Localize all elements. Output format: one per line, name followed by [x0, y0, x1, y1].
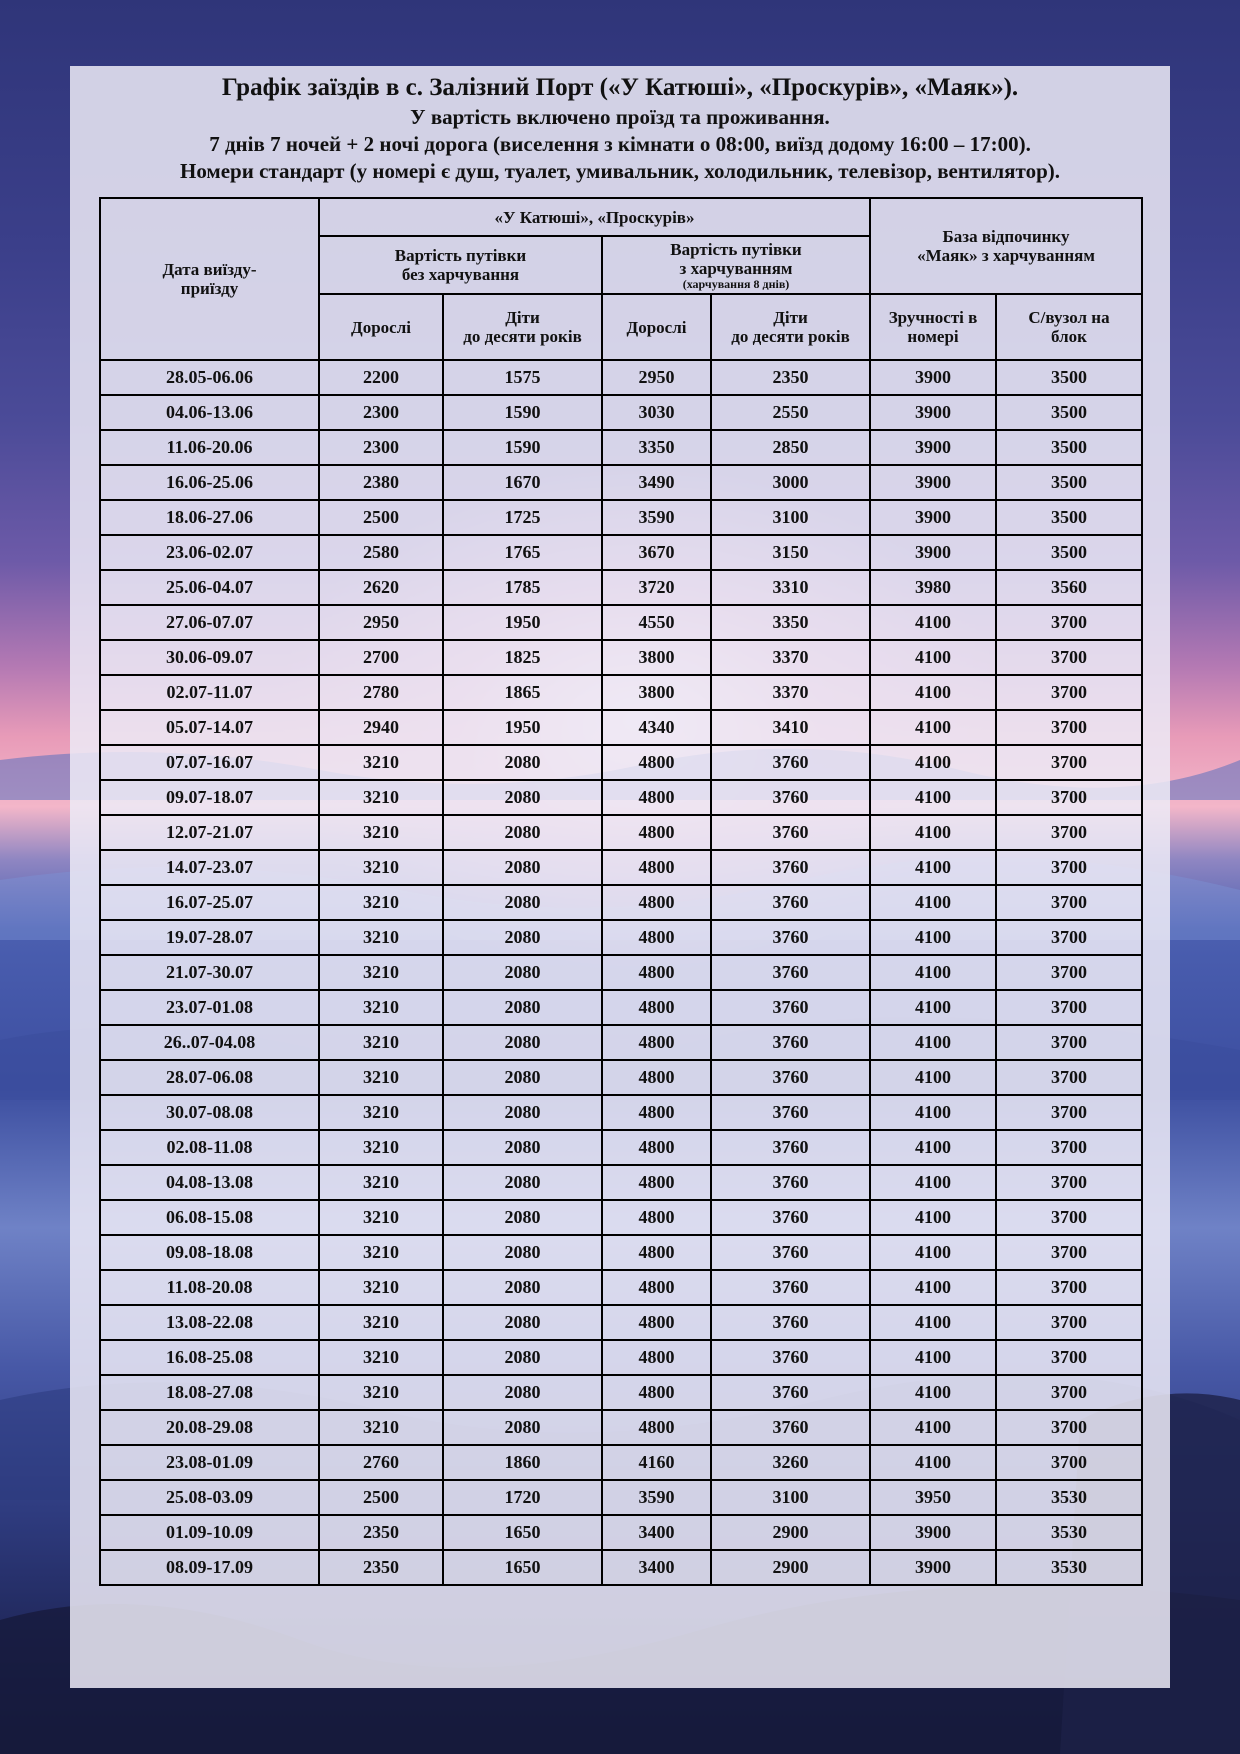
cell-children-with-food: 3760 [711, 1305, 870, 1340]
cell-children-with-food: 3760 [711, 1025, 870, 1060]
cell-dates: 04.06-13.06 [100, 395, 319, 430]
table-row [100, 535, 1142, 570]
cell-mayak-shared-block: 3700 [996, 955, 1142, 990]
cell-children-no-food: 1950 [443, 605, 602, 640]
cell-adults-with-food: 4800 [602, 1025, 711, 1060]
cell-children-with-food: 3150 [711, 535, 870, 570]
cell-mayak-shared-block: 3700 [996, 1445, 1142, 1480]
cell-adults-no-food: 3210 [319, 1025, 443, 1060]
cell-dates: 21.07-30.07 [100, 955, 319, 990]
cell-mayak-shared-block: 3500 [996, 500, 1142, 535]
cell-adults-with-food: 4800 [602, 1235, 711, 1270]
cell-mayak-shared-block: 3500 [996, 430, 1142, 465]
cell-children-with-food: 3370 [711, 640, 870, 675]
cell-children-no-food: 2080 [443, 1130, 602, 1165]
table-row [100, 1340, 1142, 1375]
cell-adults-no-food: 3210 [319, 1340, 443, 1375]
cell-mayak-shared-block: 3700 [996, 675, 1142, 710]
cell-adults-with-food: 4800 [602, 780, 711, 815]
cell-children-with-food: 3760 [711, 920, 870, 955]
table-row [100, 1445, 1142, 1480]
cell-children-with-food: 3760 [711, 780, 870, 815]
column-header-adults-no-food: Дорослі [319, 294, 443, 360]
cell-mayak-amenities: 3900 [870, 535, 996, 570]
cell-dates: 20.08-29.08 [100, 1410, 319, 1445]
cell-adults-no-food: 3210 [319, 850, 443, 885]
cell-adults-with-food: 4800 [602, 850, 711, 885]
cell-adults-no-food: 3210 [319, 1410, 443, 1445]
cell-adults-with-food: 4340 [602, 710, 711, 745]
column-header-adults-with-food: Дорослі [602, 294, 711, 360]
cell-mayak-amenities: 3900 [870, 465, 996, 500]
cell-mayak-amenities: 3900 [870, 360, 996, 395]
cell-adults-with-food: 3800 [602, 640, 711, 675]
column-header-shared-block: С/вузол на блок [996, 294, 1142, 360]
cell-adults-no-food: 2380 [319, 465, 443, 500]
cell-dates: 02.08-11.08 [100, 1130, 319, 1165]
cell-children-with-food: 3760 [711, 1060, 870, 1095]
cell-adults-with-food: 4800 [602, 920, 711, 955]
group-header-mayak: База відпочинку «Маяк» з харчуванням [870, 198, 1142, 294]
cell-mayak-amenities: 3900 [870, 430, 996, 465]
cell-children-no-food: 1865 [443, 675, 602, 710]
cell-children-no-food: 2080 [443, 1410, 602, 1445]
cell-mayak-shared-block: 3700 [996, 780, 1142, 815]
cell-mayak-amenities: 4100 [870, 1375, 996, 1410]
cell-mayak-shared-block: 3700 [996, 1060, 1142, 1095]
table-row [100, 605, 1142, 640]
cell-dates: 05.07-14.07 [100, 710, 319, 745]
table-row [100, 395, 1142, 430]
cell-adults-no-food: 3210 [319, 780, 443, 815]
cell-adults-no-food: 3210 [319, 1095, 443, 1130]
cell-children-no-food: 1670 [443, 465, 602, 500]
cell-dates: 26..07-04.08 [100, 1025, 319, 1060]
cell-dates: 16.08-25.08 [100, 1340, 319, 1375]
cell-children-with-food: 2900 [711, 1550, 870, 1585]
table-row [100, 360, 1142, 395]
cell-mayak-shared-block: 3700 [996, 1410, 1142, 1445]
table-row [100, 815, 1142, 850]
cell-children-with-food: 3100 [711, 1480, 870, 1515]
table-row [100, 1165, 1142, 1200]
cell-dates: 28.07-06.08 [100, 1060, 319, 1095]
cell-adults-with-food: 3400 [602, 1550, 711, 1585]
cell-adults-with-food: 4800 [602, 990, 711, 1025]
cell-mayak-amenities: 4100 [870, 1410, 996, 1445]
cell-adults-no-food: 3210 [319, 1375, 443, 1410]
page-title: Графік заїздів в с. Залізний Порт («У Катюші», «Проскурів», «Маяк»). [221, 74, 1019, 101]
cell-mayak-shared-block: 3700 [996, 990, 1142, 1025]
cell-children-no-food: 1725 [443, 500, 602, 535]
cell-adults-with-food: 4800 [602, 1060, 711, 1095]
table-row [100, 1270, 1142, 1305]
cell-mayak-amenities: 4100 [870, 1445, 996, 1480]
cell-mayak-shared-block: 3700 [996, 745, 1142, 780]
cell-mayak-amenities: 3900 [870, 395, 996, 430]
cell-children-with-food: 2350 [711, 360, 870, 395]
cell-children-no-food: 1720 [443, 1480, 602, 1515]
cell-adults-with-food: 4800 [602, 1095, 711, 1130]
cell-mayak-shared-block: 3500 [996, 535, 1142, 570]
cell-adults-no-food: 2300 [319, 430, 443, 465]
cell-dates: 23.06-02.07 [100, 535, 319, 570]
cell-dates: 09.07-18.07 [100, 780, 319, 815]
cell-mayak-amenities: 4100 [870, 1095, 996, 1130]
cell-adults-with-food: 4800 [602, 1410, 711, 1445]
cell-mayak-amenities: 3900 [870, 500, 996, 535]
cell-adults-with-food: 2950 [602, 360, 711, 395]
table-row [100, 1095, 1142, 1130]
cell-children-no-food: 2080 [443, 1095, 602, 1130]
cell-mayak-amenities: 4100 [870, 745, 996, 780]
cell-children-with-food: 3760 [711, 1235, 870, 1270]
cell-adults-with-food: 4550 [602, 605, 711, 640]
cell-adults-no-food: 2760 [319, 1445, 443, 1480]
cell-children-no-food: 1825 [443, 640, 602, 675]
cell-mayak-amenities: 4100 [870, 1060, 996, 1095]
cell-mayak-amenities: 3950 [870, 1480, 996, 1515]
table-row [100, 1305, 1142, 1340]
column-header-children-with-food: Діти до десяти років [711, 294, 870, 360]
cell-mayak-amenities: 4100 [870, 1270, 996, 1305]
food-note: (харчування 8 днів) [682, 277, 790, 291]
cell-mayak-amenities: 3980 [870, 570, 996, 605]
table-row [100, 430, 1142, 465]
cell-adults-with-food: 3720 [602, 570, 711, 605]
cell-children-no-food: 2080 [443, 1270, 602, 1305]
cell-mayak-shared-block: 3500 [996, 395, 1142, 430]
cell-adults-with-food: 4800 [602, 815, 711, 850]
cell-mayak-amenities: 3900 [870, 1550, 996, 1585]
cell-adults-no-food: 2350 [319, 1550, 443, 1585]
cell-dates: 14.07-23.07 [100, 850, 319, 885]
cell-adults-no-food: 3210 [319, 1200, 443, 1235]
cell-mayak-shared-block: 3700 [996, 920, 1142, 955]
cell-children-no-food: 2080 [443, 1340, 602, 1375]
cell-mayak-amenities: 4100 [870, 640, 996, 675]
cell-adults-no-food: 2940 [319, 710, 443, 745]
cell-children-with-food: 3760 [711, 1340, 870, 1375]
cell-children-with-food: 3310 [711, 570, 870, 605]
cell-adults-with-food: 3490 [602, 465, 711, 500]
cell-adults-no-food: 3210 [319, 955, 443, 990]
cell-children-no-food: 2080 [443, 990, 602, 1025]
header-line-schedule: 7 днів 7 ночей + 2 ночі дорога (виселення з кімнати о 08:00, виїзд додому 16:00 – 17:00). [209, 132, 1031, 156]
table-row [100, 640, 1142, 675]
cell-adults-no-food: 3210 [319, 745, 443, 780]
cell-children-with-food: 3760 [711, 955, 870, 990]
cell-adults-no-food: 2350 [319, 1515, 443, 1550]
cell-dates: 30.07-08.08 [100, 1095, 319, 1130]
cell-mayak-amenities: 4100 [870, 1305, 996, 1340]
cell-dates: 01.09-10.09 [100, 1515, 319, 1550]
cell-children-with-food: 3760 [711, 815, 870, 850]
cell-children-no-food: 2080 [443, 955, 602, 990]
cell-adults-no-food: 2500 [319, 1480, 443, 1515]
cell-adults-with-food: 3400 [602, 1515, 711, 1550]
table-row [100, 1130, 1142, 1165]
cell-mayak-shared-block: 3500 [996, 360, 1142, 395]
cell-adults-no-food: 2950 [319, 605, 443, 640]
cell-children-with-food: 3760 [711, 1375, 870, 1410]
cell-dates: 09.08-18.08 [100, 1235, 319, 1270]
cell-dates: 19.07-28.07 [100, 920, 319, 955]
cell-dates: 23.07-01.08 [100, 990, 319, 1025]
table-row [100, 990, 1142, 1025]
cell-children-with-food: 3760 [711, 1270, 870, 1305]
cell-mayak-amenities: 4100 [870, 675, 996, 710]
cell-dates: 23.08-01.09 [100, 1445, 319, 1480]
cell-children-no-food: 2080 [443, 1235, 602, 1270]
cell-adults-with-food: 3590 [602, 500, 711, 535]
table-row [100, 570, 1142, 605]
cell-dates: 07.07-16.07 [100, 745, 319, 780]
cell-mayak-shared-block: 3700 [996, 1200, 1142, 1235]
cell-children-no-food: 1590 [443, 395, 602, 430]
cell-children-no-food: 2080 [443, 850, 602, 885]
cell-children-with-food: 3370 [711, 675, 870, 710]
table-row [100, 745, 1142, 780]
cell-mayak-amenities: 4100 [870, 605, 996, 640]
cell-mayak-amenities: 4100 [870, 920, 996, 955]
cell-mayak-shared-block: 3530 [996, 1480, 1142, 1515]
cell-mayak-amenities: 4100 [870, 990, 996, 1025]
cell-mayak-amenities: 4100 [870, 780, 996, 815]
cell-mayak-shared-block: 3700 [996, 1165, 1142, 1200]
cell-children-with-food: 3760 [711, 1410, 870, 1445]
cell-children-with-food: 2550 [711, 395, 870, 430]
cell-children-with-food: 3410 [711, 710, 870, 745]
cell-children-with-food: 3100 [711, 500, 870, 535]
cell-mayak-shared-block: 3700 [996, 710, 1142, 745]
table-row [100, 1480, 1142, 1515]
cell-children-no-food: 2080 [443, 885, 602, 920]
table-row [100, 1060, 1142, 1095]
cell-children-no-food: 2080 [443, 745, 602, 780]
cell-adults-with-food: 4800 [602, 1165, 711, 1200]
cell-dates: 08.09-17.09 [100, 1550, 319, 1585]
cell-dates: 16.07-25.07 [100, 885, 319, 920]
header-line-rooms: Номери стандарт (у номері є душ, туалет, умивальник, холодильник, телевізор, вентилятор). [179, 159, 1060, 183]
cell-dates: 18.06-27.06 [100, 500, 319, 535]
cell-mayak-amenities: 4100 [870, 850, 996, 885]
cell-children-no-food: 2080 [443, 1060, 602, 1095]
cell-adults-with-food: 3590 [602, 1480, 711, 1515]
table-row [100, 955, 1142, 990]
cell-mayak-shared-block: 3700 [996, 1235, 1142, 1270]
cell-adults-with-food: 4800 [602, 745, 711, 780]
table-row [100, 465, 1142, 500]
cell-mayak-amenities: 4100 [870, 1025, 996, 1060]
cell-mayak-amenities: 4100 [870, 710, 996, 745]
cell-children-with-food: 3760 [711, 990, 870, 1025]
cell-adults-no-food: 3210 [319, 1130, 443, 1165]
cell-mayak-shared-block: 3500 [996, 465, 1142, 500]
cell-dates: 30.06-09.07 [100, 640, 319, 675]
cell-adults-no-food: 3210 [319, 1305, 443, 1340]
table-row [100, 675, 1142, 710]
cell-adults-with-food: 4800 [602, 1305, 711, 1340]
cell-mayak-amenities: 4100 [870, 1340, 996, 1375]
cell-mayak-shared-block: 3700 [996, 605, 1142, 640]
cell-adults-no-food: 2500 [319, 500, 443, 535]
header-line-included: У вартість включено проїзд та проживання. [410, 105, 830, 129]
cell-adults-with-food: 4800 [602, 885, 711, 920]
cell-children-with-food: 3760 [711, 1130, 870, 1165]
cell-mayak-shared-block: 3700 [996, 1305, 1142, 1340]
cell-dates: 18.08-27.08 [100, 1375, 319, 1410]
cell-adults-no-food: 2620 [319, 570, 443, 605]
cell-children-no-food: 1650 [443, 1550, 602, 1585]
cell-mayak-shared-block: 3700 [996, 1375, 1142, 1410]
cell-adults-no-food: 2200 [319, 360, 443, 395]
table-row [100, 850, 1142, 885]
cell-mayak-shared-block: 3700 [996, 1130, 1142, 1165]
table-row [100, 1410, 1142, 1445]
table-row [100, 1200, 1142, 1235]
cell-adults-no-food: 3210 [319, 1235, 443, 1270]
cell-children-no-food: 1765 [443, 535, 602, 570]
cell-mayak-amenities: 3900 [870, 1515, 996, 1550]
cell-mayak-shared-block: 3700 [996, 1340, 1142, 1375]
cell-children-with-food: 3760 [711, 850, 870, 885]
table-row [100, 885, 1142, 920]
cell-adults-with-food: 4800 [602, 1130, 711, 1165]
cell-children-with-food: 3760 [711, 1165, 870, 1200]
cell-adults-with-food: 3800 [602, 675, 711, 710]
cell-children-no-food: 2080 [443, 780, 602, 815]
cell-adults-with-food: 3670 [602, 535, 711, 570]
cell-adults-no-food: 3210 [319, 815, 443, 850]
cell-adults-no-food: 2780 [319, 675, 443, 710]
cell-dates: 12.07-21.07 [100, 815, 319, 850]
column-header-children-no-food: Діти до десяти років [443, 294, 602, 360]
cell-adults-with-food: 4160 [602, 1445, 711, 1480]
cell-children-with-food: 3760 [711, 885, 870, 920]
cell-mayak-amenities: 4100 [870, 885, 996, 920]
cell-children-no-food: 2080 [443, 920, 602, 955]
cell-dates: 06.08-15.08 [100, 1200, 319, 1235]
cell-children-with-food: 3760 [711, 745, 870, 780]
table-row [100, 710, 1142, 745]
cell-mayak-amenities: 4100 [870, 1200, 996, 1235]
cell-mayak-shared-block: 3700 [996, 1025, 1142, 1060]
cell-mayak-shared-block: 3530 [996, 1515, 1142, 1550]
cell-adults-no-food: 2580 [319, 535, 443, 570]
cell-children-no-food: 2080 [443, 1025, 602, 1060]
cell-mayak-shared-block: 3700 [996, 815, 1142, 850]
cell-mayak-shared-block: 3530 [996, 1550, 1142, 1585]
cell-adults-no-food: 3210 [319, 920, 443, 955]
price-table-body [100, 360, 1142, 1585]
cell-children-no-food: 2080 [443, 1165, 602, 1200]
cell-children-no-food: 1950 [443, 710, 602, 745]
cell-dates: 04.08-13.08 [100, 1165, 319, 1200]
cell-dates: 13.08-22.08 [100, 1305, 319, 1340]
cell-mayak-amenities: 4100 [870, 1130, 996, 1165]
table-row [100, 1550, 1142, 1585]
cell-adults-with-food: 4800 [602, 1200, 711, 1235]
column-header-amenities: Зручності в номері [870, 294, 996, 360]
cell-adults-with-food: 4800 [602, 1375, 711, 1410]
cell-dates: 11.06-20.06 [100, 430, 319, 465]
cell-dates: 25.06-04.07 [100, 570, 319, 605]
cell-dates: 11.08-20.08 [100, 1270, 319, 1305]
cell-children-no-food: 2080 [443, 1375, 602, 1410]
column-header-date: Дата виїзду- приїзду [100, 198, 319, 360]
cell-children-no-food: 1860 [443, 1445, 602, 1480]
cell-dates: 25.08-03.09 [100, 1480, 319, 1515]
cell-mayak-shared-block: 3700 [996, 1095, 1142, 1130]
cell-adults-with-food: 4800 [602, 1270, 711, 1305]
table-row [100, 500, 1142, 535]
table-row [100, 1515, 1142, 1550]
cell-children-with-food: 2850 [711, 430, 870, 465]
cell-children-no-food: 1650 [443, 1515, 602, 1550]
group-header-with-food: Вартість путівки з харчуванням (харчування 8 днів) [602, 236, 870, 294]
table-row [100, 780, 1142, 815]
table-row [100, 1025, 1142, 1060]
cell-adults-with-food: 3350 [602, 430, 711, 465]
cell-mayak-shared-block: 3700 [996, 1270, 1142, 1305]
cell-children-with-food: 3760 [711, 1095, 870, 1130]
cell-mayak-shared-block: 3700 [996, 850, 1142, 885]
cell-adults-no-food: 3210 [319, 1165, 443, 1200]
cell-mayak-amenities: 4100 [870, 955, 996, 990]
cell-children-no-food: 2080 [443, 815, 602, 850]
cell-mayak-shared-block: 3560 [996, 570, 1142, 605]
cell-dates: 02.07-11.07 [100, 675, 319, 710]
table-row [100, 1235, 1142, 1270]
page-header [70, 72, 1170, 185]
cell-children-no-food: 2080 [443, 1200, 602, 1235]
cell-adults-with-food: 3030 [602, 395, 711, 430]
cell-children-with-food: 2900 [711, 1515, 870, 1550]
group-header-no-food: Вартість путівки без харчування [319, 236, 602, 294]
cell-children-no-food: 1575 [443, 360, 602, 395]
cell-adults-no-food: 3210 [319, 1270, 443, 1305]
cell-children-no-food: 1590 [443, 430, 602, 465]
cell-children-with-food: 3350 [711, 605, 870, 640]
cell-adults-no-food: 3210 [319, 885, 443, 920]
cell-mayak-amenities: 4100 [870, 815, 996, 850]
cell-mayak-amenities: 4100 [870, 1165, 996, 1200]
table-row [100, 920, 1142, 955]
cell-adults-with-food: 4800 [602, 955, 711, 990]
table-row [100, 1375, 1142, 1410]
group-header-hotels: «У Катюші», «Проскурів» [319, 198, 870, 236]
cell-adults-no-food: 3210 [319, 1060, 443, 1095]
cell-dates: 28.05-06.06 [100, 360, 319, 395]
cell-dates: 16.06-25.06 [100, 465, 319, 500]
cell-children-with-food: 3260 [711, 1445, 870, 1480]
cell-mayak-shared-block: 3700 [996, 640, 1142, 675]
cell-children-no-food: 2080 [443, 1305, 602, 1340]
price-table [99, 197, 1143, 1586]
cell-adults-no-food: 3210 [319, 990, 443, 1025]
cell-children-with-food: 3760 [711, 1200, 870, 1235]
cell-adults-with-food: 4800 [602, 1340, 711, 1375]
cell-children-no-food: 1785 [443, 570, 602, 605]
cell-adults-no-food: 2700 [319, 640, 443, 675]
cell-mayak-amenities: 4100 [870, 1235, 996, 1270]
cell-mayak-shared-block: 3700 [996, 885, 1142, 920]
cell-children-with-food: 3000 [711, 465, 870, 500]
cell-dates: 27.06-07.07 [100, 605, 319, 640]
cell-adults-no-food: 2300 [319, 395, 443, 430]
